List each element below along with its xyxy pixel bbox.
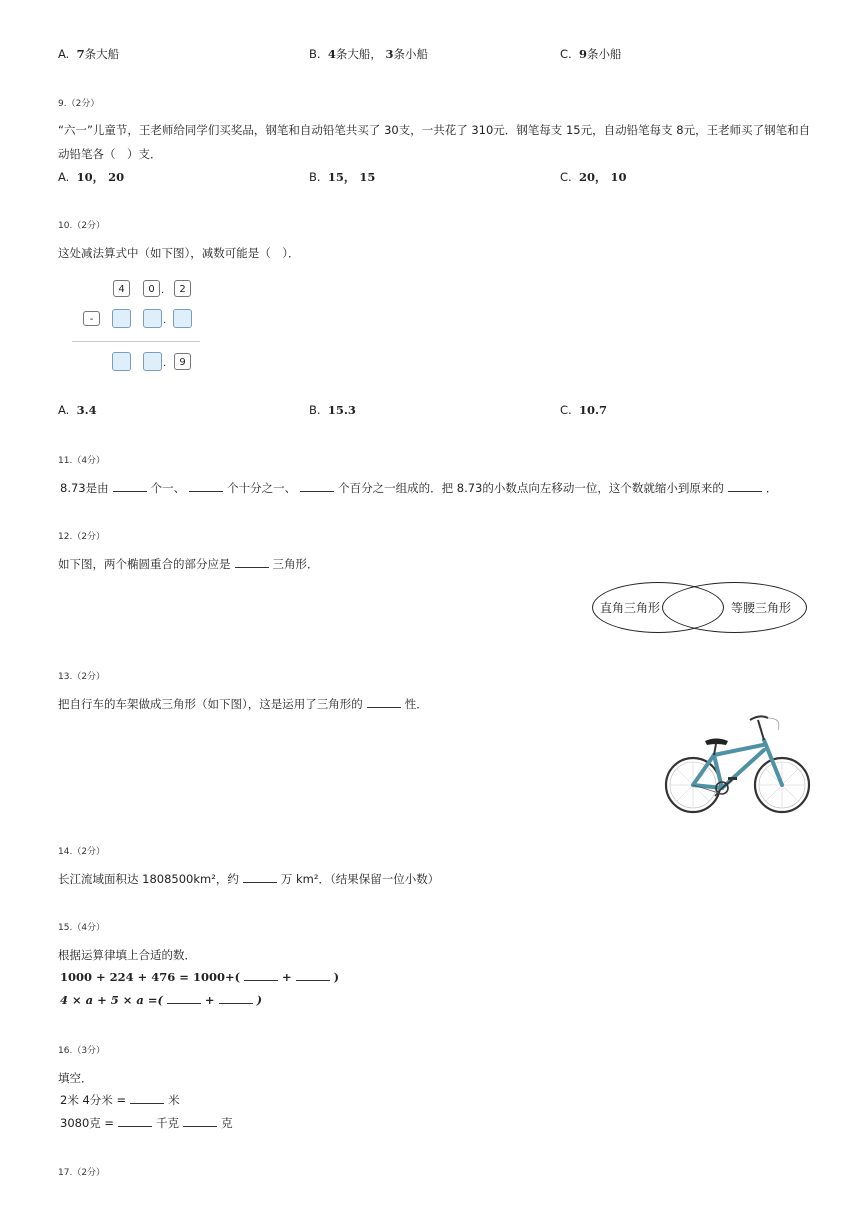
q15-number: 15.（4分） bbox=[58, 923, 106, 933]
q9-option-b[interactable]: B. 15， 15 bbox=[309, 170, 376, 184]
answer-blank[interactable] bbox=[367, 697, 401, 708]
q17-number: 17.（2分） bbox=[58, 1168, 106, 1178]
q15-equation-2: 4 × a + 5 × a =( + ) bbox=[60, 993, 263, 1007]
q13-number: 13.（2分） bbox=[58, 672, 106, 682]
q8-option-a[interactable]: A. 7条大船 bbox=[58, 47, 120, 61]
answer-blank[interactable] bbox=[296, 970, 330, 981]
q9-option-c[interactable]: C. 20， 10 bbox=[560, 170, 627, 184]
empty-digit-box[interactable] bbox=[143, 309, 162, 328]
empty-digit-box[interactable] bbox=[143, 352, 162, 371]
digit-box: 2 bbox=[174, 280, 191, 297]
q14-number: 14.（2分） bbox=[58, 847, 106, 857]
answer-blank[interactable] bbox=[118, 1116, 152, 1127]
q9-text-line2: 动铅笔各（ ）支． bbox=[58, 147, 162, 161]
answer-blank[interactable] bbox=[167, 993, 201, 1004]
left-ellipse-label: 直角三角形 bbox=[600, 601, 661, 615]
q15-intro: 根据运算律填上合适的数． bbox=[58, 948, 196, 962]
digit-box: 0 bbox=[143, 280, 160, 297]
decimal-point: . bbox=[163, 358, 167, 369]
q10-option-c[interactable]: C. 10.7 bbox=[560, 403, 608, 417]
q10-number: 10.（2分） bbox=[58, 221, 106, 231]
answer-blank[interactable] bbox=[130, 1093, 164, 1104]
q10-option-b[interactable]: B. 15.3 bbox=[309, 403, 356, 417]
decimal-point: . bbox=[163, 315, 167, 326]
q8-option-c[interactable]: C. 9条小船 bbox=[560, 47, 622, 61]
answer-blank[interactable] bbox=[189, 481, 223, 492]
q16-line-2: 3080克 = 千克 克 bbox=[60, 1116, 233, 1130]
answer-blank[interactable] bbox=[728, 481, 762, 492]
answer-blank[interactable] bbox=[244, 970, 278, 981]
q11-text: 8.73是由 个一、 个十分之一、 个百分之一组成的．把 8.73的小数点向左移动一位，这个数就缩小到原来的 ． bbox=[60, 481, 778, 495]
q15-equation-1: 1000 + 224 + 476 = 1000+( + ) bbox=[60, 970, 340, 984]
q12-number: 12.（2分） bbox=[58, 532, 106, 542]
answer-blank[interactable] bbox=[235, 557, 269, 568]
bicycle-image bbox=[660, 710, 820, 818]
q9-text-line1: “六一”儿童节，王老师给同学们买奖品，钢笔和自动铅笔共买了 30支，一共花了 310元．钢笔每支 15元，自动铅笔每支 8元，王老师买了钢笔和自 bbox=[58, 123, 811, 137]
result-line bbox=[72, 341, 200, 342]
digit-box: 4 bbox=[113, 280, 130, 297]
q16-line-1: 2米 4分米 = 米 bbox=[60, 1093, 180, 1107]
q10-option-a[interactable]: A. 3.4 bbox=[58, 403, 97, 417]
q9-number: 9.（2分） bbox=[58, 99, 100, 109]
empty-digit-box[interactable] bbox=[112, 352, 131, 371]
q13-text: 把自行车的车架做成三角形（如下图），这是运用了三角形的 性． bbox=[58, 697, 428, 711]
right-ellipse-label: 等腰三角形 bbox=[731, 601, 792, 615]
empty-digit-box[interactable] bbox=[173, 309, 192, 328]
q16-number: 16.（3分） bbox=[58, 1046, 106, 1056]
digit-box: 9 bbox=[174, 353, 191, 370]
answer-blank[interactable] bbox=[243, 872, 277, 883]
answer-blank[interactable] bbox=[183, 1116, 217, 1127]
q12-text: 如下图，两个椭圆重合的部分应是 三角形． bbox=[58, 557, 319, 571]
minus-sign: - bbox=[83, 311, 100, 326]
q16-intro: 填空． bbox=[58, 1071, 93, 1085]
decimal-point: . bbox=[161, 285, 165, 296]
q11-number: 11.（4分） bbox=[58, 456, 106, 466]
q8-option-b[interactable]: B. 4条大船， 3条小船 bbox=[309, 47, 429, 61]
q14-text: 长江流域面积达 1808500km²，约 万 km²．（结果保留一位小数） bbox=[58, 872, 440, 886]
answer-blank[interactable] bbox=[300, 481, 334, 492]
answer-blank[interactable] bbox=[113, 481, 147, 492]
empty-digit-box[interactable] bbox=[112, 309, 131, 328]
q10-text: 这处减法算式中（如下图），减数可能是（ ）． bbox=[58, 246, 300, 260]
q9-option-a[interactable]: A. 10， 20 bbox=[58, 170, 125, 184]
answer-blank[interactable] bbox=[219, 993, 253, 1004]
